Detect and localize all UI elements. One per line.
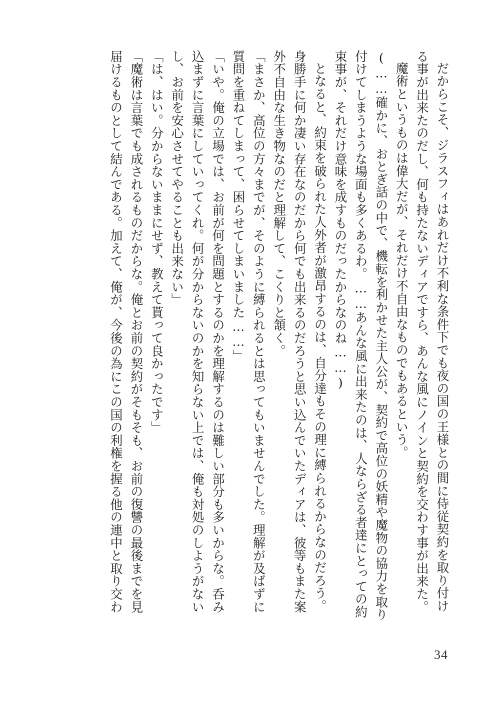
paragraph: となると、約束を破られた人外者が激昂するのは、自分達もその理に縛られるからなのだろう。身勝手に何か凄い存在なのだから何でも出来るのだろうと思い込んでいたディアは、彼等もまた案外不自由な生き物なのだと理解して、こくりと頷く。 [271,50,328,614]
page-number: 34 [434,647,448,662]
paragraph: 「いや。俺の立場では、お前が何を問題とするのかを理解するのは難しい部分も多いからな。呑み込まずに言葉にしていってくれ。何が分からないのかを知らない上では、俺も対処のしようがないし、お前を安心させてやることも出来ない」 [169,50,226,614]
paragraph: 「魔術は言葉でも成されるものだからな。俺とお前の契約がそもそも、お前の復讐の最後までを見届けるものとして結んである。加えて、俺が、今後の為にこの国の利権を握る他の連中と取り交わ [108,50,144,614]
paragraph: (……確かに、おとぎ話の中で、機転を利かせた主人公が、契約で高位の妖精や魔物の協力を取り付けてしまうような場面も多くあるわ。……あんな風に出来たのは、人ならざる者達にとっての約束事が、それだけ意味を成すものだったからなのね……) [332,50,389,621]
paragraph: 「は、はい。分からないままにせず、教えて貰って良かったです」 [149,50,165,434]
paragraph: 「まさか、高位の方々までが、そのように縛られるとは思ってもいませんでした。理解が及ばずに質問を重ねてしまって、困らせてしまいました……」 [230,50,267,614]
paragraph: 魔術というものは偉大だが、それだけ不自由なものでもあるという。 [394,62,410,460]
body-text [42,50,452,622]
paragraph: だからこそ、ジラスフィはあれだけ不利な条件下でも夜の国の王様との間に侍従契約を取り付ける事が出来たのだし、何も持たないディアですら、あんな風にノインと契約を交わす事が出来た。 [414,50,450,614]
